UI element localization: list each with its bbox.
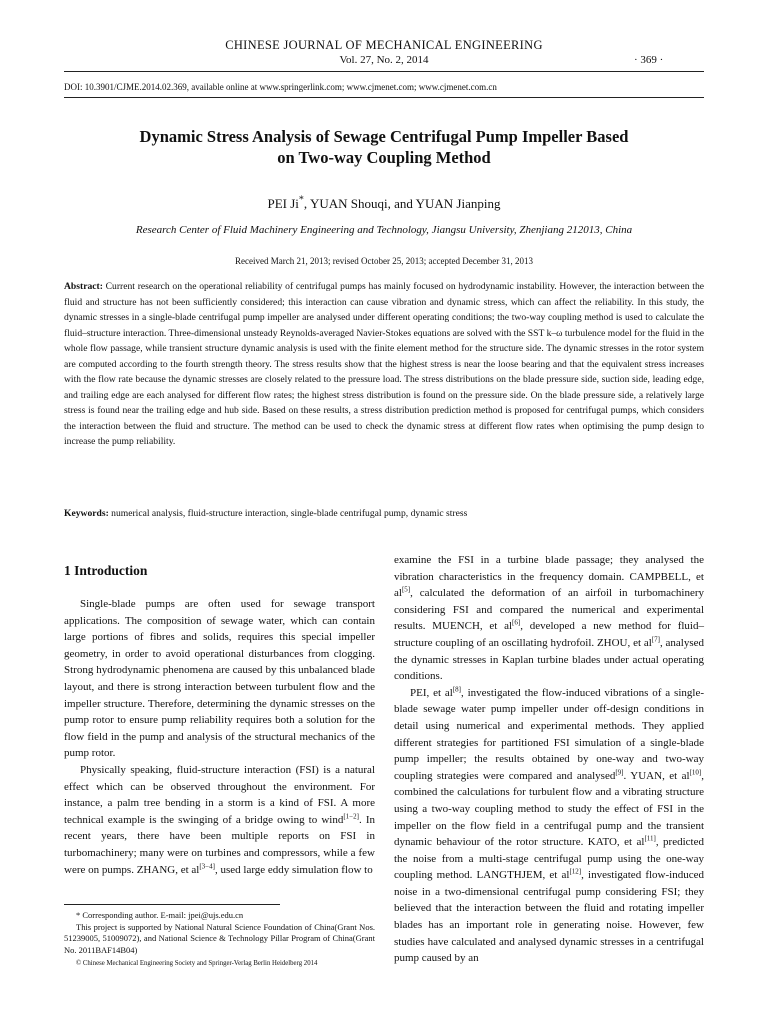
footnote-funding: This project is supported by National Natural Science Foundation of China(Grant Nos. 51239005, 51009072), and National Science & Technology Pillar Program of China(Grant No. 2011BAF14B04): [64, 921, 375, 955]
volume-issue: Vol. 27, No. 2, 2014: [339, 54, 429, 66]
citation: [1−2]: [343, 812, 359, 821]
title-line-2: on Two-way Coupling Method: [277, 148, 491, 167]
right-column: [394, 552, 704, 967]
journal-name: CHINESE JOURNAL OF MECHANICAL ENGINEERING: [225, 38, 543, 52]
intro-paragraph-3: examine the FSI in a turbine blade passage; they analysed the vibration characteristics in the frequency domain. CAMPBELL, et al[5], calculated the deformation of an airfoil in turbomachinery considering FSI and compared the numerical and experimental results. MUENCH, et al[6], developed a new method for fluid–structure coupling of an oscillating hydrofoil. ZHOU, et al[7], analysed the dynamic stresses in Kaplan turbine blades under actual operating conditions.: [394, 554, 705, 683]
citation: [12]: [569, 867, 582, 876]
abstract-text: Current research on the operational reliability of centrifugal pumps has mainly focused on hydrodynamic instability. However, the interaction between the fluid and structure has not been sufficiently considered; this interaction can cause vibration and dynamic stress, which can affect the reliability. In this study, the dynamic stresses in a single-blade centrifugal pump impeller are analysed under different operating conditions; the two-way coupling method is used to calculate the fluid–structure interaction. Three-dimensional unsteady Reynolds-averaged Navier-Stokes equations are solved with the SST k–ω turbulence model for the fluid in the whole flow passage, while transient structure dynamic analysis is used with the finite element method for the structure side. The dynamic stresses in the rotor system are computed according to the fourth strength theory. The stress results show that the highest stress is near the loose bearing and that the equivalent stress increases with the flow rate because the dynamic stresses are closely related to the pressure load. The stress distributions on the blade pressure side, suction side, leading edge, and trailing edge are each analysed for different flow rates; the highest stress distribution is found on the pressure side. On the blade pressure side, a relatively large stress is found near the trailing edge and hub side. Based on these results, a stress distribution prediction method is proposed for centrifugal pumps, which considers the interaction between the fluid and structure. The method can be used to check the dynamic stress at different flow rates when optimising the pump design to increase the pump reliability.: [64, 281, 704, 447]
section-heading-introduction: 1 Introduction: [64, 563, 148, 578]
doi-line: DOI: 10.3901/CJME.2014.02.369, available online at www.springerlink.com; www.cjmenet.com; www.cjmenet.com.cn: [64, 82, 497, 92]
affiliation: Research Center of Fluid Machinery Engineering and Technology, Jiangsu University, Zhenjiang 212013, China: [135, 224, 633, 236]
keywords-label: Keywords:: [64, 508, 109, 519]
author-rest: , YUAN Shouqi, and YUAN Jianping: [303, 196, 501, 211]
page-number: · 369 ·: [634, 54, 664, 66]
author-first: PEI Ji: [267, 196, 299, 211]
keywords-text: numerical analysis, fluid-structure interaction, single-blade centrifugal pump, dynamic stress: [108, 508, 468, 519]
keywords: [64, 508, 704, 519]
intro-paragraph-2: Physically speaking, fluid-structure interaction (FSI) is a natural effect which can be observed throughout the environment. For instance, a palm tree bending in a storm is a kind of FSI. A more technical example is the swinging of a bridge owing to wind[1−2]. In recent years, there have been multiple reports on FSI in turbomachinery; many were on turbines and compressors, while a few were on pumps. ZHANG, et al[3−4], used large eddy simulation flow to: [64, 763, 375, 876]
corresponding-star: *: [298, 194, 304, 206]
citation: [6]: [512, 618, 521, 627]
citation: [7]: [651, 635, 660, 644]
citation: [3−4]: [199, 861, 215, 870]
citation: [5]: [401, 585, 411, 594]
citation: [11]: [644, 834, 656, 843]
abstract: [64, 279, 704, 450]
footnotes: [64, 910, 375, 970]
author-list: [0, 196, 768, 212]
paper-title: [64, 126, 704, 168]
header-rule: [64, 71, 704, 72]
left-column: [64, 596, 375, 878]
footnote-corresponding: * Corresponding author. E-mail: jpei@ujs.edu.cn: [76, 910, 244, 920]
citation: [8]: [452, 685, 462, 694]
citation: [9]: [615, 768, 624, 777]
intro-paragraph-4: PEI, et al[8], investigated the flow-induced vibrations of a single-blade sewage water pump impeller under off-design conditions in detail using numerical and experimental methods. They applied different strategies for partitioned FSI simulation of a single-blade pump impeller; the results obtained by one-way and two-way coupling strategies were compared and analysed[9]. YUAN, et al[10], combined the calculations for turbulent flow and a vibrating structure using a two-way coupling method to study the effect of FSI in the impeller on the flow field in a centrifugal pump and the transient dynamic behaviour of the rotor structure. KATO, et al[11], predicted the noise from a multi-stage centrifugal pump using the one-way coupling method. LANGTHJEM, et al[12], investigated flow-induced noise in a two-dimensional centrifugal pump considering FSI; they believed that the interaction between the fluid and rotating impeller blades has an important role in generating noise. However, few studies have calculated and analysed dynamic stresses in a centrifugal pump caused by an: [394, 685, 704, 965]
doi-rule: [64, 97, 704, 98]
copyright-notice: © Chinese Mechanical Engineering Society and Springer-Verlag Berlin Heidelberg 2014: [76, 960, 318, 967]
citation: [10]: [689, 768, 702, 777]
abstract-label: Abstract:: [64, 281, 103, 292]
title-line-1: Dynamic Stress Analysis of Sewage Centrifugal Pump Impeller Based: [139, 127, 629, 146]
footnote-rule: [64, 904, 280, 905]
intro-paragraph-1: Single-blade pumps are often used for sewage transport applications. The composition of sewage water, which can contain large portions of fibres and solids, requires this special impeller geometry, in order to avoid operational disturbances from clogging. Strong hydrodynamic phenomena are caused by this unbalanced blade layout, and there is strong interaction between turbulent flow and the impeller structure. Therefore, determining the dynamic stresses on the pump rotor to ensure pump reliability requires both a solution for the flow field in the pump and analysis of the structural mechanics of the pump rotor.: [64, 598, 375, 760]
received-dates: Received March 21, 2013; revised October 25, 2013; accepted December 31, 2013: [235, 256, 533, 266]
